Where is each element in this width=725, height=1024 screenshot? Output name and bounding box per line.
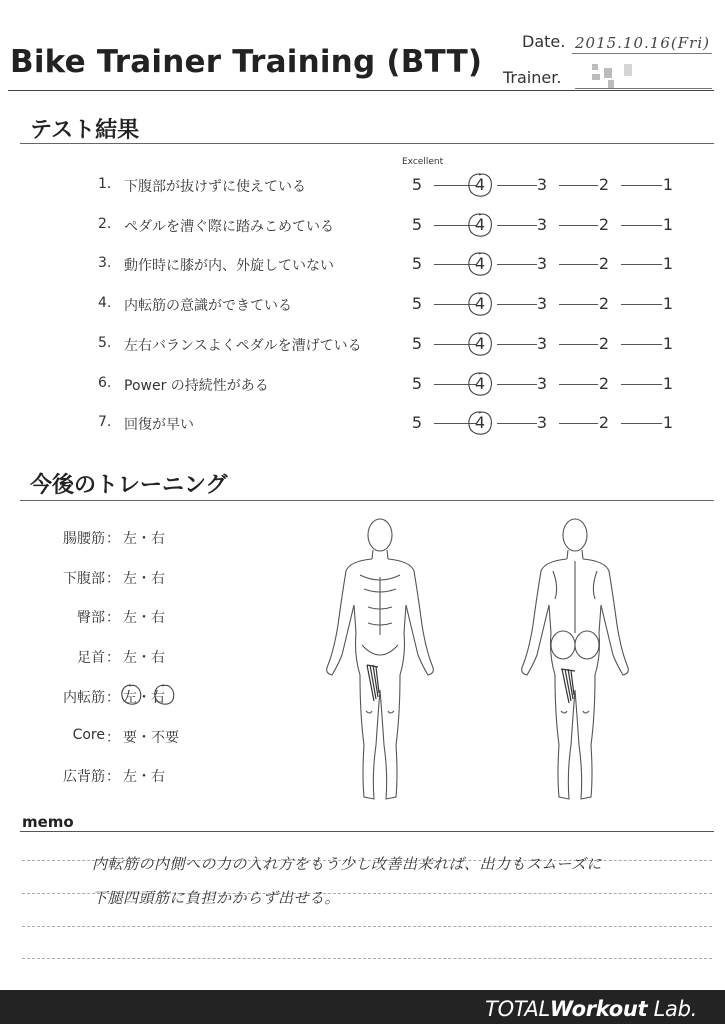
test-item-number: 2.	[98, 216, 112, 232]
test-item-label: 回復が早い	[124, 417, 194, 433]
score-connector	[559, 423, 598, 424]
score-option-2[interactable]: 2	[598, 374, 610, 393]
brand-total: TOTAL	[485, 997, 550, 1021]
future-training-rule	[20, 500, 714, 501]
score-option-3[interactable]: 3	[536, 294, 548, 313]
future-training-heading: 今後のトレーニング	[30, 473, 228, 498]
muscle-options[interactable]: 要・不要	[123, 730, 179, 746]
muscle-row	[0, 687, 300, 709]
score-option-1[interactable]: 1	[662, 374, 674, 393]
test-item-label: 動作時に膝が内、外旋していない	[124, 258, 334, 274]
muscle-name: Core	[72, 727, 105, 743]
score-option-1[interactable]: 1	[662, 294, 674, 313]
muscle-colon: ：	[106, 690, 120, 706]
score-selection-circle	[465, 249, 495, 279]
score-connector	[497, 384, 537, 385]
score-option-5[interactable]: 5	[411, 294, 423, 313]
score-selection-circle	[465, 210, 495, 240]
muscle-options[interactable]: 左・右	[123, 769, 165, 785]
score-option-5[interactable]: 5	[411, 215, 423, 234]
test-item	[0, 216, 725, 242]
muscle-row	[0, 528, 300, 550]
muscle-row	[0, 607, 300, 629]
option-selection-circle	[152, 683, 176, 707]
score-option-2[interactable]: 2	[598, 334, 610, 353]
score-connector	[497, 304, 537, 305]
score-selection-circle	[465, 329, 495, 359]
test-item-label: 左右バランスよくペダルを漕げている	[124, 338, 362, 354]
score-option-2[interactable]: 2	[598, 413, 610, 432]
test-item	[0, 375, 725, 401]
score-option-2[interactable]: 2	[598, 215, 610, 234]
memo-text-line-2[interactable]: 下腿四頭筋に負担かからず出せる。	[92, 889, 341, 907]
score-connector	[497, 225, 537, 226]
score-option-3[interactable]: 3	[536, 413, 548, 432]
muscle-colon: ：	[106, 531, 120, 547]
test-item-number: 6.	[98, 375, 112, 391]
test-item-label: ペダルを漕ぐ際に踏みこめている	[124, 219, 334, 235]
test-item-number: 7.	[98, 414, 112, 430]
trainer-label: Trainer.	[503, 68, 562, 87]
score-option-4[interactable]: 4	[474, 254, 486, 273]
option-selection-circle	[119, 683, 143, 707]
brand-lab: Lab.	[647, 997, 697, 1021]
muscle-row	[0, 568, 300, 590]
date-label: Date.	[522, 32, 566, 51]
test-results-rule	[20, 143, 714, 144]
muscle-colon: ：	[106, 571, 120, 587]
memo-rule	[20, 831, 714, 832]
score-connector	[559, 304, 598, 305]
muscle-colon: ：	[106, 610, 120, 626]
score-option-4[interactable]: 4	[474, 294, 486, 313]
score-connector	[621, 304, 662, 305]
score-option-4[interactable]: 4	[474, 374, 486, 393]
test-item-number: 1.	[98, 176, 112, 192]
score-option-3[interactable]: 3	[536, 334, 548, 353]
score-option-1[interactable]: 1	[662, 413, 674, 432]
score-option-5[interactable]: 5	[411, 334, 423, 353]
score-option-1[interactable]: 1	[662, 334, 674, 353]
score-connector	[497, 423, 537, 424]
score-connector	[497, 344, 537, 345]
test-item	[0, 295, 725, 321]
muscle-name: 広背筋	[63, 769, 105, 785]
score-connector	[559, 264, 598, 265]
date-underline	[572, 53, 712, 54]
score-option-2[interactable]: 2	[598, 254, 610, 273]
muscle-options[interactable]: 左・右	[123, 531, 165, 547]
muscle-name: 腸腰筋	[63, 531, 105, 547]
muscle-colon: ：	[106, 650, 120, 666]
score-option-5[interactable]: 5	[411, 413, 423, 432]
memo-text-line-1[interactable]: 内転筋の内側への力の入れ方をもう少し改善出来れば、出力もスムーズに	[92, 855, 603, 873]
score-selection-circle	[465, 369, 495, 399]
score-connector	[559, 344, 598, 345]
score-option-4[interactable]: 4	[474, 175, 486, 194]
test-item-label: 内転筋の意識ができている	[124, 298, 292, 314]
score-option-3[interactable]: 3	[536, 215, 548, 234]
score-option-2[interactable]: 2	[598, 175, 610, 194]
muscle-name: 下腹部	[63, 571, 105, 587]
body-front-diagram[interactable]	[320, 515, 440, 805]
score-option-3[interactable]: 3	[536, 175, 548, 194]
test-item	[0, 414, 725, 440]
score-option-5[interactable]: 5	[411, 254, 423, 273]
footer-brand-logo	[485, 997, 697, 1021]
score-option-4[interactable]: 4	[474, 215, 486, 234]
test-item-number: 3.	[98, 255, 112, 271]
muscle-row	[0, 647, 300, 669]
score-connector	[559, 384, 598, 385]
score-option-2[interactable]: 2	[598, 294, 610, 313]
test-item-label: 下腹部が抜けずに使えている	[124, 179, 306, 195]
score-selection-circle	[465, 408, 495, 438]
muscle-name: 臀部	[77, 610, 105, 626]
memo-line	[22, 958, 712, 959]
score-selection-circle	[465, 289, 495, 319]
muscle-options[interactable]: 左・右	[123, 650, 165, 666]
date-value[interactable]: 2015.10.16(Fri)	[575, 34, 710, 52]
test-results-heading: テスト結果	[30, 118, 140, 143]
score-connector	[621, 384, 662, 385]
muscle-name: 内転筋	[63, 690, 105, 706]
score-connector	[621, 423, 662, 424]
test-item	[0, 255, 725, 281]
score-connector	[559, 225, 598, 226]
score-option-4[interactable]: 4	[474, 334, 486, 353]
score-option-3[interactable]: 3	[536, 374, 548, 393]
score-option-1[interactable]: 1	[662, 175, 674, 194]
muscle-colon: ：	[106, 730, 120, 746]
brand-workout: Workout	[549, 997, 648, 1021]
memo-line	[22, 926, 712, 927]
muscle-options[interactable]: 左・右	[123, 610, 165, 626]
muscle-colon: ：	[106, 769, 120, 785]
score-option-5[interactable]: 5	[411, 374, 423, 393]
muscle-row	[0, 727, 300, 749]
score-option-5[interactable]: 5	[411, 175, 423, 194]
test-item-label: Power の持続性がある	[124, 378, 269, 394]
score-option-4[interactable]: 4	[474, 413, 486, 432]
score-connector	[559, 185, 598, 186]
score-connector	[621, 225, 662, 226]
score-connector	[497, 264, 537, 265]
score-connector	[621, 344, 662, 345]
score-connector	[621, 185, 662, 186]
score-selection-circle	[465, 170, 495, 200]
score-option-3[interactable]: 3	[536, 254, 548, 273]
score-connector	[497, 185, 537, 186]
score-option-1[interactable]: 1	[662, 215, 674, 234]
muscle-options[interactable]: 左・右	[123, 571, 165, 587]
page-title: Bike Trainer Training (BTT)	[10, 44, 483, 80]
test-item-number: 5.	[98, 335, 112, 351]
test-item-number: 4.	[98, 295, 112, 311]
muscle-name: 足首	[77, 650, 105, 666]
trainer-underline	[575, 88, 712, 89]
muscle-options[interactable]: 左・右	[123, 690, 165, 706]
memo-label: memo	[22, 813, 74, 831]
test-item	[0, 335, 725, 361]
muscle-row	[0, 766, 300, 788]
score-connector	[621, 264, 662, 265]
body-back-diagram[interactable]	[515, 515, 635, 805]
excellent-label: Excellent	[402, 157, 444, 167]
test-item	[0, 176, 725, 202]
score-option-1[interactable]: 1	[662, 254, 674, 273]
